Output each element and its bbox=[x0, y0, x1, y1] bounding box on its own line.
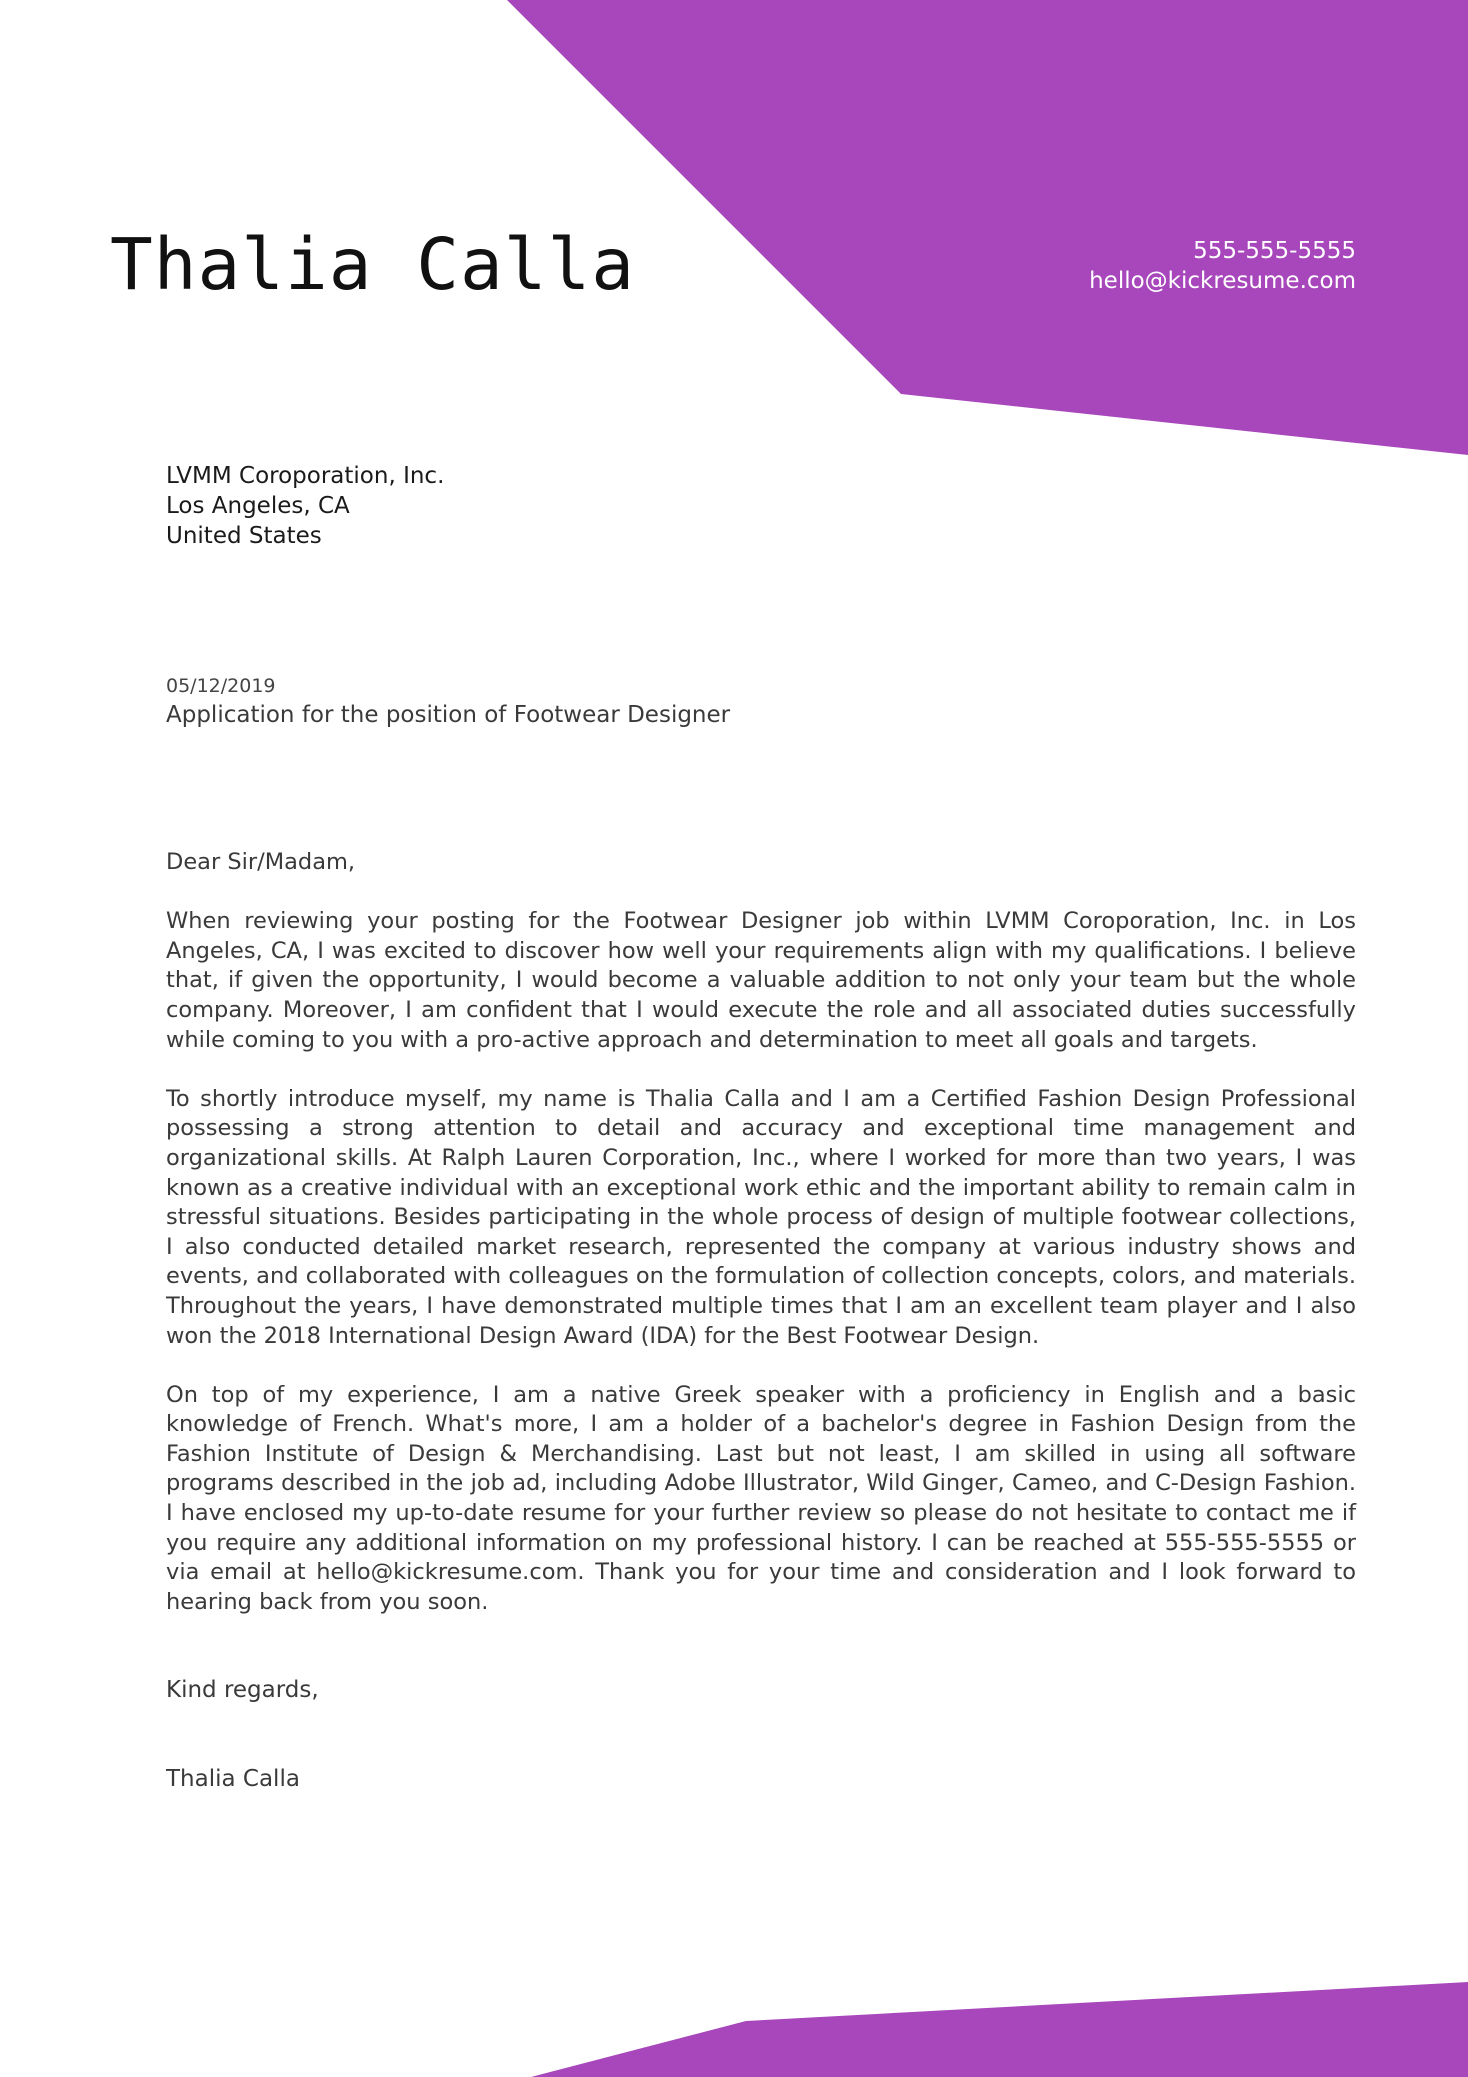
letter-date: 05/12/2019 bbox=[166, 675, 276, 697]
phone-number: 555-555-5555 bbox=[1193, 238, 1356, 264]
signature-name: Thalia Calla bbox=[166, 1766, 300, 1792]
header-accent-polygon bbox=[507, 0, 1468, 455]
applicant-name: Thalia Calla bbox=[110, 223, 635, 306]
greeting: Dear Sir/Madam, bbox=[166, 849, 356, 875]
closing: Kind regards, bbox=[166, 1677, 319, 1703]
recipient-company: LVMM Coroporation, Inc. bbox=[166, 463, 445, 489]
footer-accent-polygon bbox=[531, 1982, 1468, 2077]
recipient-address bbox=[166, 461, 444, 551]
paragraph-3: On top of my experience, I am a native Greek speaker with a proficiency in English and a basic knowledge of French. What's more, I am a holder of a bachelor's degree in Fashion Design from the Fashion Institute of Design & Merchandising. Last but not least, I am skilled in using all software programs described in the job ad, including Adobe Illustrator, Wild Ginger, Cameo, and C-Design Fashion. I have enclosed my up-to-date resume for your further review so please do not hesitate to contact me if you require any additional information on my professional history. I can be reached at 555-555-5555 or via email at hello@kickresume.com. Thank you for your time and consideration and I look forward to hearing back from you soon. bbox=[166, 1381, 1356, 1615]
paragraph-1: When reviewing your posting for the Footwear Designer job within LVMM Coroporation, Inc. in Los Angeles, CA, I was excited to discover how well your requirements align with my qualifications. I believe that, if given the opportunity, I would become a valuable addition to not only your team but the whole company. Moreover, I am confident that I would execute the role and all associated duties successfully while coming to you with a pro-active approach and determination to meet all goals and targets. bbox=[166, 908, 1356, 1053]
email-address: hello@kickresume.com bbox=[1089, 268, 1356, 294]
letter-subject: Application for the position of Footwear Designer bbox=[166, 702, 731, 728]
recipient-country: United States bbox=[166, 523, 322, 549]
contact-info bbox=[1089, 236, 1356, 296]
letter-body bbox=[166, 848, 1356, 1647]
recipient-city: Los Angeles, CA bbox=[166, 493, 350, 519]
letter-meta bbox=[166, 672, 730, 730]
paragraph-2: To shortly introduce myself, my name is Thalia Calla and I am a Certified Fashion Design Professional possessing a strong attention to detail and accuracy and exceptional time management and organizational skills. At Ralph Lauren Corporation, Inc., where I worked for more than two years, I was known as a creative individual with an exceptional work ethic and the important ability to remain calm in stressful situations. Besides participating in the whole process of design of multiple footwear collections, I also conducted detailed market research, represented the company at various industry shows and events, and collaborated with colleagues on the formulation of collection concepts, colors, and materials. Throughout the years, I have demonstrated multiple times that I am an excellent team player and I also won the 2018 International Design Award (IDA) for the Best Footwear Design. bbox=[166, 1085, 1356, 1349]
